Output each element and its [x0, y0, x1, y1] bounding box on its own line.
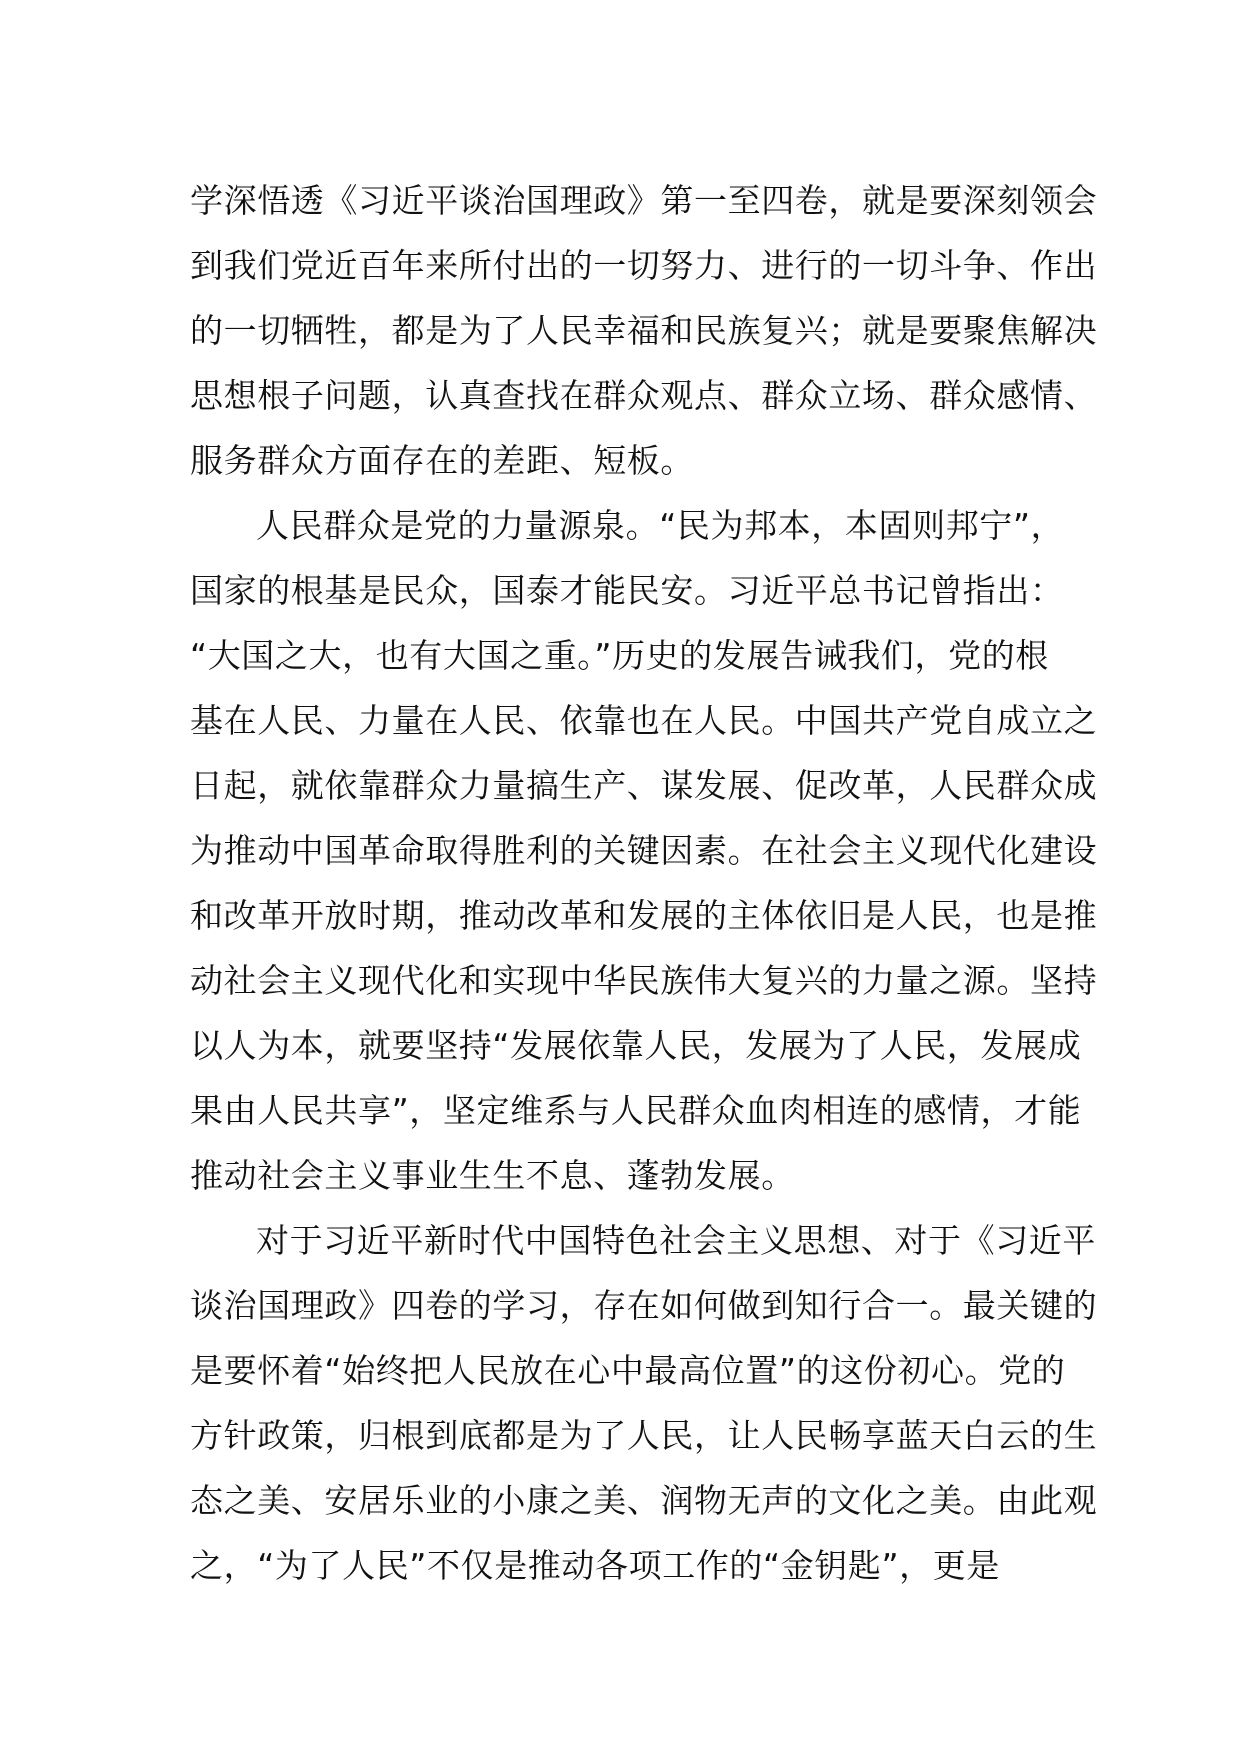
text-line: 果由人民共享”，坚定维系与人民群众血肉相连的感情，才能 [190, 1091, 1082, 1130]
text-line: 谈治国理政》四卷的学习，存在如何做到知行合一。最关键的 [190, 1286, 1098, 1325]
text-line-indented: 对于习近平新时代中国特色社会主义思想、对于《习近平 [256, 1221, 1096, 1260]
text-line: 到我们党近百年来所付出的一切努力、进行的一切斗争、作出 [190, 246, 1098, 285]
text-line: 为推动中国革命取得胜利的关键因素。在社会主义现代化建设 [190, 831, 1098, 870]
text-line: 方针政策，归根到底都是为了人民，让人民畅享蓝天白云的生 [190, 1416, 1098, 1455]
body-text [190, 168, 1098, 1598]
text-line: 学深悟透《习近平谈治国理政》第一至四卷，就是要深刻领会 [190, 181, 1098, 220]
paragraph-2 [190, 493, 1098, 1208]
text-line: “大国之大，也有大国之重。”历史的发展告诫我们，党的根 [190, 636, 1049, 675]
text-line: 态之美、安居乐业的小康之美、润物无声的文化之美。由此观 [190, 1481, 1098, 1520]
text-line: 日起，就依靠群众力量搞生产、谋发展、促改革，人民群众成 [190, 766, 1098, 805]
text-line: 服务群众方面存在的差距、短板。 [190, 441, 694, 480]
text-line: 推动社会主义事业生生不息、蓬勃发展。 [190, 1156, 795, 1195]
text-line: 动社会主义现代化和实现中华民族伟大复兴的力量之源。坚持 [190, 961, 1098, 1000]
paragraph-3 [190, 1208, 1098, 1598]
text-line-indented: 人民群众是党的力量源泉。“民为邦本，本固则邦宁”， [256, 506, 1065, 545]
text-line: 基在人民、力量在人民、依靠也在人民。中国共产党自成立之 [190, 701, 1098, 740]
text-line: 国家的根基是民众，国泰才能民安。习近平总书记曾指出： [190, 571, 1064, 610]
text-line: 之，“为了人民”不仅是推动各项工作的“金钥匙”，更是 [190, 1546, 1000, 1585]
text-line: 是要怀着“始终把人民放在心中最高位置”的这份初心。党的 [190, 1351, 1066, 1390]
paragraph-1 [190, 168, 1098, 493]
text-line: 和改革开放时期，推动改革和发展的主体依旧是人民，也是推 [190, 896, 1098, 935]
text-line: 以人为本，就要坚持“发展依靠人民，发展为了人民，发展成 [190, 1026, 1082, 1065]
text-line: 的一切牺牲，都是为了人民幸福和民族复兴；就是要聚焦解决 [190, 311, 1098, 350]
text-line: 思想根子问题，认真查找在群众观点、群众立场、群众感情、 [190, 376, 1098, 415]
